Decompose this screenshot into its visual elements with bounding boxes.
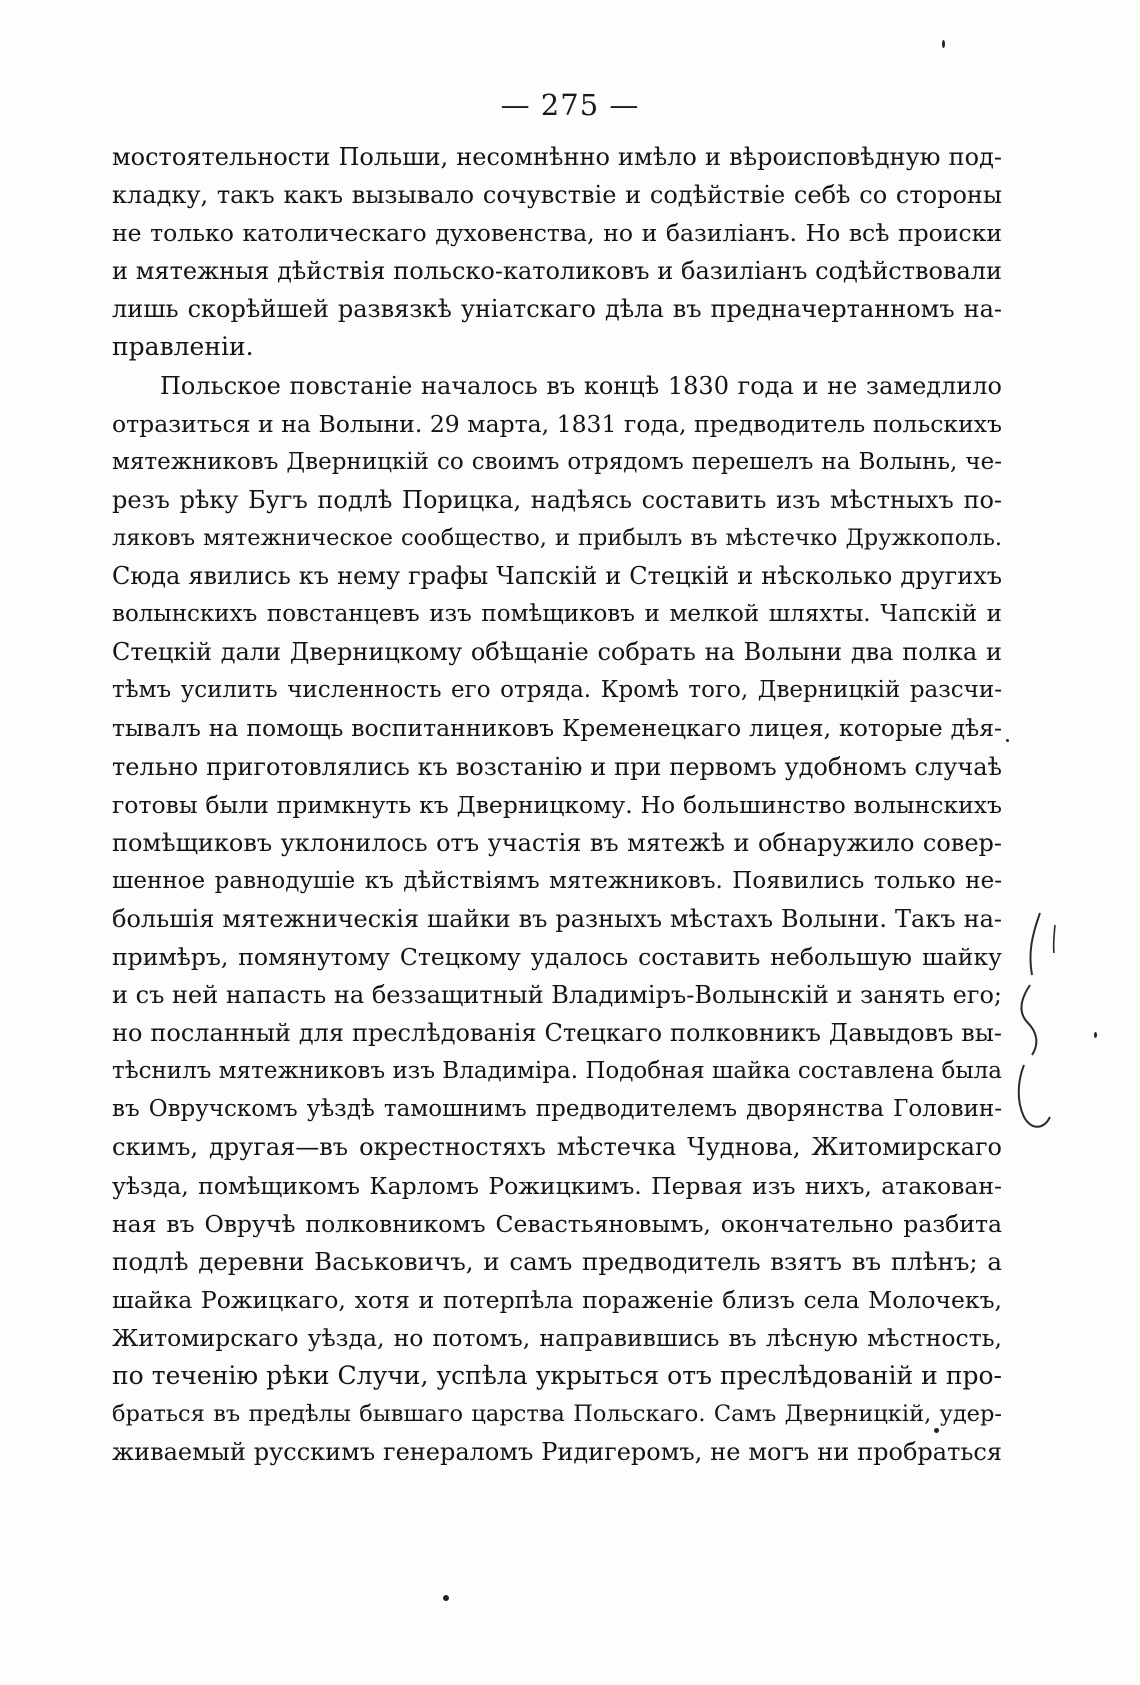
text-line: большія мятежническія шайки въ разныхъ мѣстахъ Волыни. Такъ на-	[112, 904, 1002, 933]
text-line: шайка Рожицкаго, хотя и потерпѣла пораженіе близъ села Молочекъ,	[112, 1285, 1002, 1314]
text-line: тѣмъ усилить численность его отряда. Кромѣ того, Дверницкій разсчи-	[112, 677, 1002, 704]
text-line: Сюда явились къ нему графы Чапскій и Стецкій и нѣсколько другихъ	[112, 562, 1002, 591]
text-line: по теченію рѣки Случи, успѣла укрыться отъ преслѣдованій и про-	[112, 1361, 1002, 1390]
text-line: подлѣ деревни Васьковичъ, и самъ предводитель взятъ въ плѣнъ; а	[112, 1246, 1002, 1276]
text-line: но посланный для преслѣдованія Стецкаго полковникъ Давыдовъ вы-	[112, 1019, 1002, 1048]
text-line: браться въ предѣлы бывшаго царства Польскаго. Самъ Дверницкій, удер-	[112, 1401, 1002, 1428]
text-line: Польское повстаніе началось въ концѣ 1830 года и не замедлило	[160, 371, 1002, 400]
text-line: уѣзда, помѣщикомъ Карломъ Рожицкимъ. Первая изъ нихъ, атакован-	[112, 1171, 1002, 1200]
text-line: тывалъ на помощь воспитанниковъ Кременецкаго лицея, которые дѣя-	[112, 714, 1002, 743]
text-line: и мятежныя дѣйствія польско-католиковъ и базиліанъ содѣйствовали	[112, 257, 1002, 286]
text-line: волынскихъ повстанцевъ изъ помѣщиковъ и мелкой шляхты. Чапскій и	[112, 601, 1002, 628]
text-line: и съ ней напасть на беззащитный Владиміръ-Волынскій и занять его;	[112, 981, 1002, 1010]
scan-speck	[942, 40, 945, 48]
body-text	[112, 138, 1002, 1471]
page-number: — 275 —	[500, 88, 640, 122]
text-line: Стецкій дали Дверницкому обѣщаніе собрать на Волыни два полка и	[112, 638, 1002, 667]
text-line: Житомирскаго уѣзда, но потомъ, направившись въ лѣсную мѣстность,	[112, 1323, 1002, 1352]
scan-speck	[934, 1428, 939, 1433]
text-line: резъ рѣку Бугъ подлѣ Порицка, надѣясь составить изъ мѣстныхъ по-	[112, 485, 1002, 514]
margin-bracket-mark	[1010, 905, 1080, 1135]
text-line: не только католическаго духовенства, но и базиліанъ. Но всѣ происки	[112, 219, 1002, 248]
text-line: тельно приготовлялись къ возстанію и при первомъ удобномъ случаѣ	[112, 752, 1002, 781]
text-line: тѣснилъ мятежниковъ изъ Владиміра. Подобная шайка составлена была	[112, 1058, 1002, 1085]
text-line: помѣщиковъ уклонилось отъ участія въ мятежѣ и обнаружило совер-	[112, 828, 1002, 857]
text-line: лишь скорѣйшей развязкѣ уніатскаго дѣла въ предначертанномъ на-	[112, 295, 1002, 324]
scan-speck	[443, 1595, 449, 1601]
text-line: готовы были примкнуть къ Дверницкому. Но большинство волынскихъ	[112, 790, 1002, 819]
text-line: скимъ, другая—въ окрестностяхъ мѣстечка Чуднова, Житомирскаго	[112, 1133, 1002, 1162]
text-line: живаемый русскимъ генераломъ Ридигеромъ, не могъ ни пробраться	[112, 1438, 1002, 1467]
text-line: ная въ Овручѣ полковникомъ Севастьяновымъ, окончательно разбита	[112, 1209, 1002, 1238]
text-line: въ Овручскомъ уѣздѣ тамошнимъ предводителемъ дворянства Головин-	[112, 1096, 1002, 1123]
text-line: ляковъ мятежническое сообщество, и прибылъ въ мѣстечко Дружкополь.	[112, 524, 1002, 551]
text-line: мятежниковъ Дверницкій со своимъ отрядомъ перешелъ на Волынь, че-	[112, 448, 1002, 475]
text-line: кладку, такъ какъ вызывало сочувствіе и содѣйствіе себѣ со стороны	[112, 181, 1002, 210]
text-line: мостоятельности Польши, несомнѣнно имѣло и вѣроисповѣдную под-	[112, 143, 1002, 171]
text-line: правленіи.	[112, 332, 254, 362]
text-line: шенное равнодушіе къ дѣйствіямъ мятежниковъ. Появились только не-	[112, 867, 1002, 894]
text-line: примѣръ, помянутому Стецкому удалось составить небольшую шайку	[112, 942, 1002, 971]
scan-speck	[1094, 1032, 1097, 1038]
scan-speck	[1006, 739, 1009, 742]
text-line: отразиться и на Волыни. 29 марта, 1831 года, предводитель польскихъ	[112, 409, 1002, 438]
